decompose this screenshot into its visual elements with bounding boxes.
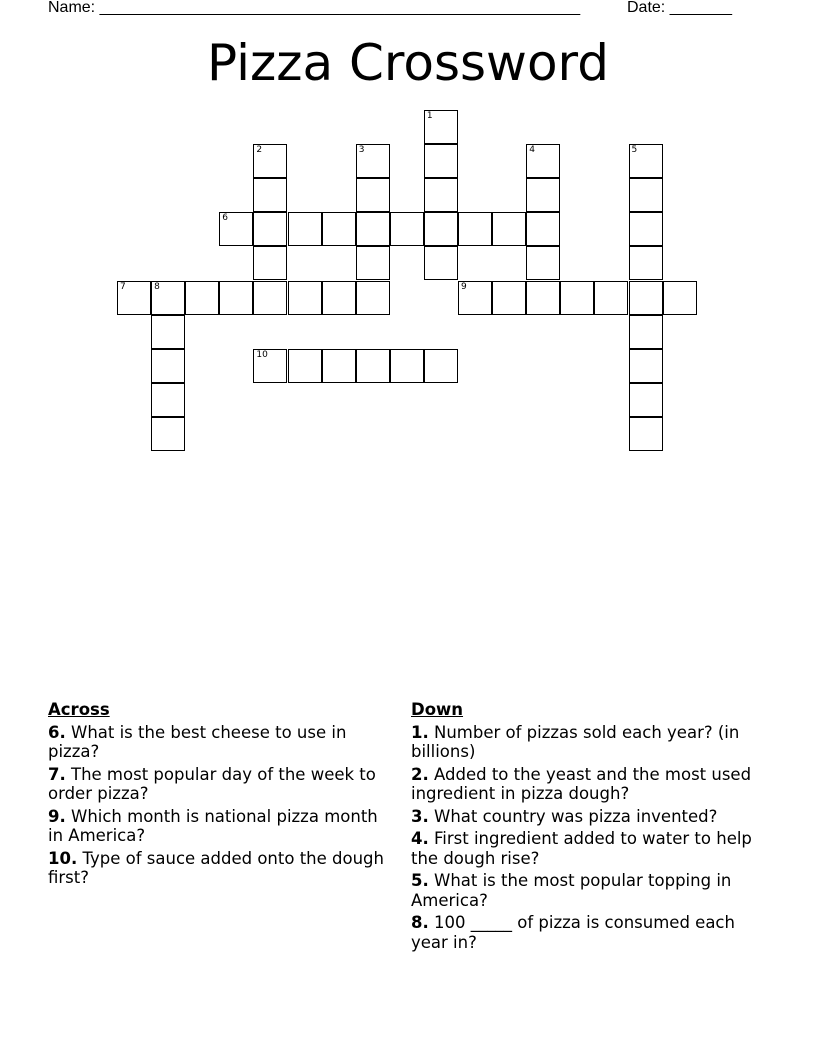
clue-number: 5. [411,871,429,890]
name-field[interactable]: Name: ______________________________________________________ [48,0,581,16]
date-field[interactable]: Date: _______ [627,0,732,16]
down-clue [411,807,761,827]
crossword-cell[interactable] [458,212,492,246]
crossword-cell[interactable] [424,144,458,178]
crossword-cell[interactable] [253,349,287,383]
crossword-cell[interactable] [253,144,287,178]
clue-text: What country was pizza invented? [434,806,718,826]
crossword-cell[interactable] [356,246,390,280]
crossword-cell[interactable] [322,281,356,315]
crossword-cell[interactable] [253,281,287,315]
crossword-cell[interactable] [356,349,390,383]
clue-text: 100 _____ of pizza is consumed each year in? [411,913,735,952]
crossword-cell[interactable] [629,246,663,280]
clue-number: 1. [411,722,429,742]
crossword-cell[interactable] [151,281,185,315]
crossword-cell[interactable] [322,212,356,246]
crossword-cell[interactable] [117,281,151,315]
across-clue [48,765,388,804]
crossword-cell[interactable] [526,178,560,212]
clue-number: 4. [411,829,429,848]
clue-number-label: 2 [256,145,263,156]
crossword-cell[interactable] [629,349,663,383]
crossword-cell[interactable] [424,349,458,383]
crossword-cell[interactable] [629,281,663,315]
across-clues [48,700,388,891]
crossword-cell[interactable] [322,349,356,383]
across-clue [48,807,388,846]
crossword-cell[interactable] [424,178,458,212]
crossword-cell[interactable] [356,281,390,315]
clue-number: 3. [411,806,429,826]
clue-number: 8. [411,913,429,932]
crossword-cell[interactable] [526,246,560,280]
crossword-cell[interactable] [424,246,458,280]
crossword-cell[interactable] [629,144,663,178]
across-clue [48,849,388,888]
crossword-cell[interactable] [356,144,390,178]
clue-text: First ingredient added to water to help the dough rise? [411,829,752,868]
clue-text: Added to the yeast and the most used ingredient in pizza dough? [411,764,752,803]
crossword-cell[interactable] [356,212,390,246]
clue-number-label: 3 [358,145,365,156]
down-clue [411,765,761,804]
down-clues [411,700,761,955]
crossword-cell[interactable] [288,281,322,315]
crossword-cell[interactable] [288,212,322,246]
crossword-cell[interactable] [629,383,663,417]
crossword-cell[interactable] [629,315,663,349]
clue-number: 7. [48,764,66,784]
across-clue [48,723,388,762]
crossword-cell[interactable] [253,212,287,246]
clue-number-label: 7 [120,281,126,292]
crossword-cell[interactable] [356,178,390,212]
clue-number-label: 9 [461,281,467,292]
clue-text: Which month is national pizza month in America? [48,806,378,845]
down-heading: Down [411,700,464,719]
page-title: Pizza Crossword [207,34,609,92]
crossword-cell[interactable] [629,417,663,451]
down-clue [411,723,761,762]
clue-text: Type of sauce added onto the dough first? [48,848,384,887]
clue-number-label: 5 [631,145,638,156]
clue-number-label: 8 [154,281,160,292]
crossword-cell[interactable] [390,349,424,383]
clue-text: What is the best cheese to use in pizza? [48,722,347,761]
crossword-cell[interactable] [492,212,526,246]
down-clue [411,871,761,910]
crossword-cell[interactable] [253,178,287,212]
crossword-cell[interactable] [560,281,594,315]
crossword-cell[interactable] [424,110,458,144]
clue-number: 9. [48,806,66,826]
clue-text: What is the most popular topping in America? [411,871,732,910]
crossword-cell[interactable] [253,246,287,280]
crossword-cell[interactable] [526,144,560,178]
clue-number-label: 10 [256,349,268,360]
crossword-cell[interactable] [458,281,492,315]
crossword-cell[interactable] [594,281,628,315]
clue-number: 2. [411,764,429,784]
crossword-cell[interactable] [492,281,526,315]
crossword-cell[interactable] [629,178,663,212]
clue-number-label: 1 [426,111,433,121]
crossword-cell[interactable] [526,212,560,246]
crossword-cell[interactable] [390,212,424,246]
crossword-cell[interactable] [663,281,697,315]
crossword-cell[interactable] [288,349,322,383]
crossword-cell[interactable] [526,281,560,315]
crossword-cell[interactable] [219,212,253,246]
across-heading: Across [48,700,110,719]
crossword-cell[interactable] [151,315,185,349]
clue-number: 10. [48,848,78,868]
crossword-cell[interactable] [629,212,663,246]
clue-text: The most popular day of the week to order pizza? [48,764,376,803]
crossword-cell[interactable] [424,212,458,246]
clue-number-label: 6 [222,213,229,224]
clue-text: Number of pizzas sold each year? (in billions) [411,722,740,761]
clue-number: 6. [48,722,66,742]
down-clue [411,829,761,868]
clue-number-label: 4 [529,145,535,156]
crossword-cell[interactable] [151,417,185,451]
crossword-cell[interactable] [219,281,253,315]
crossword-cell[interactable] [151,349,185,383]
down-clue [411,913,761,952]
crossword-cell[interactable] [151,383,185,417]
crossword-cell[interactable] [185,281,219,315]
